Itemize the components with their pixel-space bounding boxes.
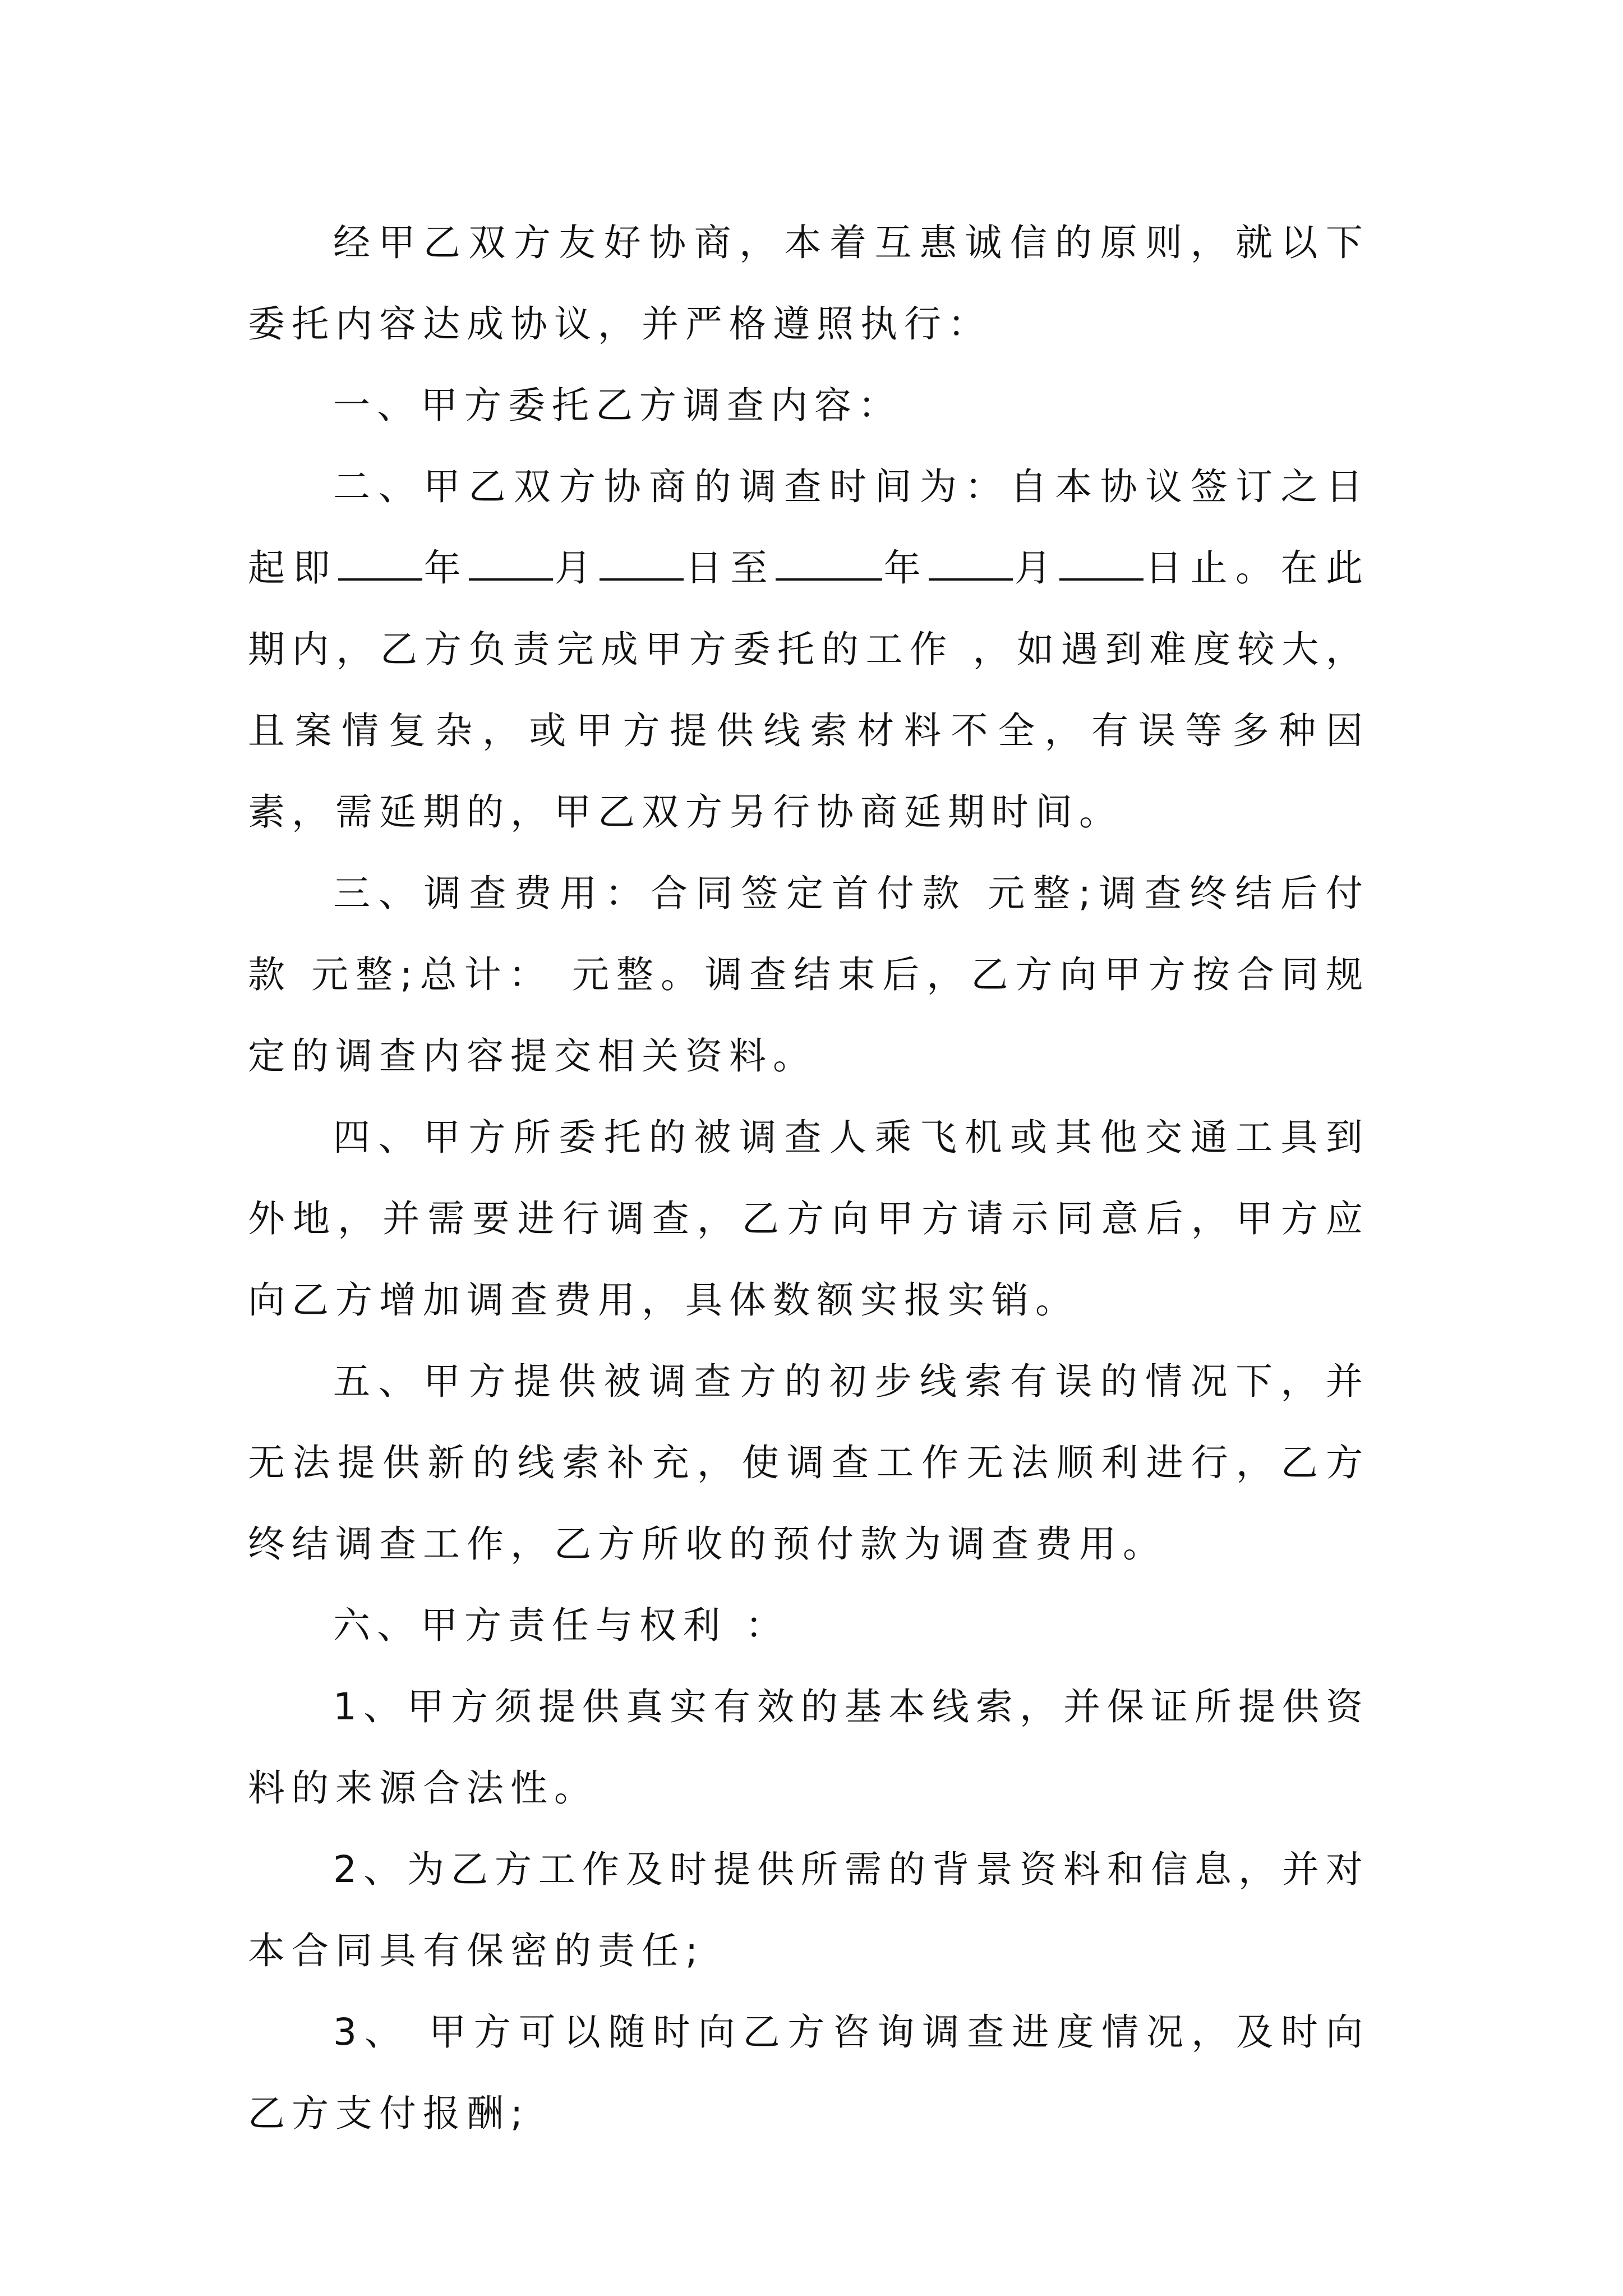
paragraph-clause-1: 一、甲方委托乙方调查内容： (333, 384, 902, 427)
blank-end-day (1059, 547, 1144, 581)
clause-2-month-2: 月 (1013, 546, 1060, 590)
clause-2-year-2: 年 (882, 546, 929, 590)
paragraph-clause-5: 五、甲方提供被调查方的初步线索有误的情况下，并无法提供新的线索补充，使调查工作无法顺利进行，乙方终结调查工作，乙方所收的预付款为调查费用。 (248, 1360, 1370, 1566)
blank-end-month (929, 547, 1013, 581)
clause-2-year-1: 年 (422, 546, 469, 590)
blank-start-year (338, 547, 422, 581)
blank-end-year (776, 547, 882, 581)
paragraph-clause-6: 六、甲方责任与权利 ： (333, 1604, 789, 1647)
paragraph-clause-3: 三、调查费用：合同签定首付款 元整;调查终结后付款 元整;总计： 元整。调查结束后，乙方向甲方按合同规定的调查内容提交相关资料。 (248, 872, 1370, 1078)
clause-2-month-1: 月 (553, 546, 600, 590)
paragraph-item-2: 2、为乙方工作及时提供所需的背景资料和信息，并对本合同具有保密的责任; (248, 1848, 1370, 1972)
clause-2-lead: 二、甲乙双方协商的调查时间为：自本协议签订之日起即 (248, 465, 1370, 590)
document-body (248, 202, 1370, 2154)
clause-2-day-1: 日至 (684, 546, 776, 590)
paragraph-clause-2 (248, 446, 1370, 853)
clause-2-tail: 日止。在此期内，乙方负责完成甲方委托的工作 ，如遇到难度较大，且案情复杂，或甲方提供线索材料不全，有误等多种因素，需延期的，甲乙双方另行协商延期时间。 (248, 546, 1370, 834)
blank-start-month (469, 547, 553, 581)
paragraph-item-3: 3、 甲方可以随时向乙方咨询调查进度情况，及时向乙方支付报酬; (248, 2010, 1370, 2135)
paragraph-preamble: 经甲乙双方友好协商，本着互惠诚信的原则，就以下委托内容达成协议，并严格遵照执行： (248, 221, 1370, 346)
paragraph-item-1: 1、甲方须提供真实有效的基本线索，并保证所提供资料的来源合法性。 (248, 1685, 1370, 1810)
blank-start-day (600, 547, 684, 581)
paragraph-clause-4: 四、甲方所委托的被调查人乘飞机或其他交通工具到外地，并需要进行调查，乙方向甲方请示同意后，甲方应向乙方增加调查费用，具体数额实报实销。 (248, 1116, 1370, 1322)
